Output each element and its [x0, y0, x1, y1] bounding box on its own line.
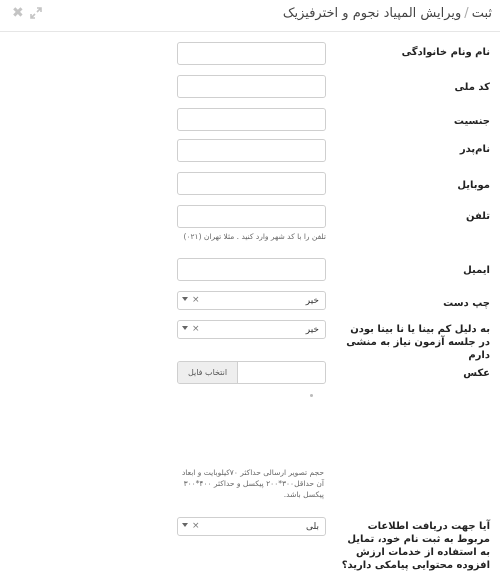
- chevron-down-icon[interactable]: [182, 326, 188, 330]
- gender-label: جنسیت: [453, 116, 490, 127]
- dialog-title: [283, 6, 492, 21]
- value-added-select[interactable]: [177, 517, 326, 536]
- email-label: ایمیل: [463, 265, 490, 276]
- breadcrumb-separator: /: [464, 6, 469, 21]
- left-handed-value: خیر: [305, 296, 319, 306]
- clear-icon[interactable]: ×: [192, 295, 200, 305]
- mobile-label: موبایل: [457, 180, 490, 191]
- left-handed-select[interactable]: [177, 291, 326, 310]
- breadcrumb-root[interactable]: ثبت: [471, 6, 492, 21]
- photo-hint: حجم تصویر ارسالی حداکثر ۷۰کیلوبایت و ابعاد آن حداقل۳۰۰*۲۰۰ پیکسل و حداکثر ۴۰۰*۳۰۰ پیکسل باشد.: [181, 468, 324, 499]
- left-handed-label: چپ دست: [443, 298, 490, 309]
- dot-icon: [310, 394, 313, 397]
- chevron-down-icon[interactable]: [182, 523, 188, 527]
- national-code-label: کد ملی: [454, 82, 490, 93]
- clear-icon[interactable]: ×: [192, 324, 200, 334]
- choose-file-button[interactable]: انتخاب فایل: [178, 362, 238, 383]
- phone-label: تلفن: [465, 211, 490, 222]
- gender-input[interactable]: [177, 108, 326, 131]
- father-name-label: نام‌پدر: [459, 144, 490, 155]
- value-added-label: آیا جهت دریافت اطلاعات مربوط به ثبت نام خود، تمایل به استفاده از خدمات ارزش افزوده محتوایی پیامکی دارید؟: [341, 521, 490, 571]
- clear-icon[interactable]: ×: [192, 521, 200, 531]
- full-name-label: نام ونام خانوادگی: [401, 47, 490, 58]
- phone-hint: تلفن را با کد شهر وارد کنید . مثلا تهران (۰۲۱): [183, 232, 326, 241]
- page-title: ویرایش المپیاد نجوم و اخترفیزیک: [282, 6, 462, 21]
- needs-assistant-value: خیر: [305, 325, 319, 335]
- chevron-down-icon[interactable]: [182, 297, 188, 301]
- photo-file-input[interactable]: [177, 361, 326, 384]
- phone-input[interactable]: [177, 205, 326, 228]
- email-input[interactable]: [177, 258, 326, 281]
- mobile-input[interactable]: [177, 172, 326, 195]
- full-name-input[interactable]: [177, 42, 326, 65]
- close-icon[interactable]: ✖: [12, 5, 24, 21]
- father-name-input[interactable]: [177, 139, 326, 162]
- national-code-input[interactable]: [177, 75, 326, 98]
- needs-assistant-select[interactable]: [177, 320, 326, 339]
- value-added-value: بلی: [306, 522, 319, 532]
- photo-label: عکس: [463, 368, 490, 379]
- dialog-header: [0, 0, 500, 32]
- expand-icon[interactable]: [30, 7, 42, 19]
- needs-assistant-label: به دلیل کم بینا یا نا بینا بودن در جلسه آزمون نیاز به منشی دارم: [346, 324, 490, 361]
